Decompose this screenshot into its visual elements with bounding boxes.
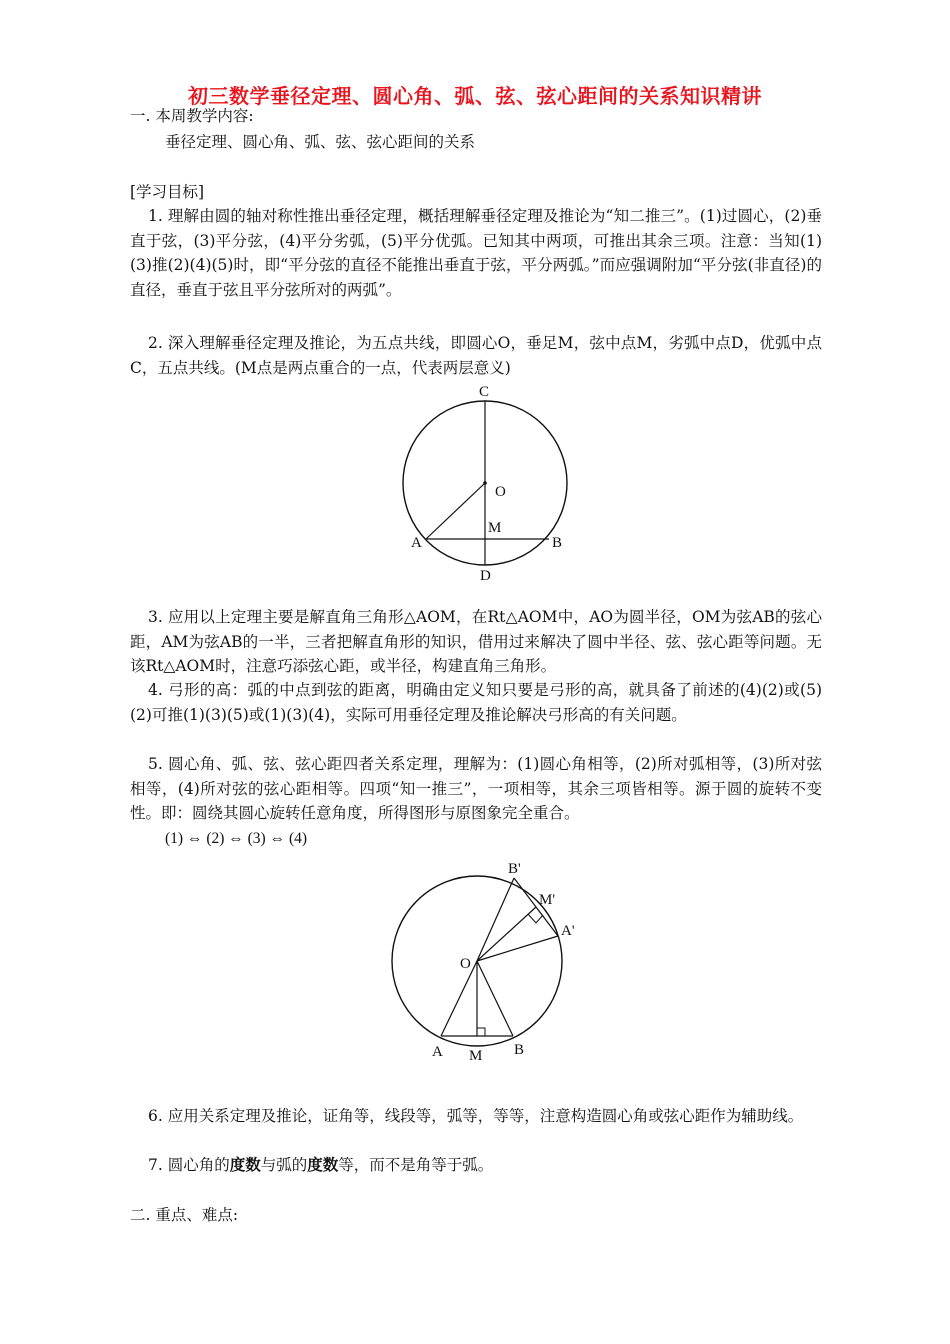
objective-7-bold-2: 度数 [307, 1155, 339, 1174]
distance-om1 [477, 907, 536, 961]
radius-oa [426, 483, 485, 539]
label-b-prime: B' [508, 861, 521, 877]
label-b: B [552, 535, 563, 551]
document-title: 初三数学垂径定理、圆心角、弧、弦、弦心距间的关系知识精讲 [188, 84, 762, 108]
label-b: B [514, 1042, 525, 1058]
figure-perpendicular-diameter [380, 376, 600, 586]
label-o: O [495, 484, 506, 500]
objective-1: 1. 理解由圆的轴对称性推出垂径定理，概括理解垂径定理及推论为“知二推三”。(1)过圆心，(2)垂直于弦，(3)平分弦，(4)平分劣弧，(5)平分优弧。已知其中两项，可推出其余三项。注意：当知(1)(3)推(2)(4)(5)时，即“平分弦的直径不能推出垂直于弦，平分两弧。”而应强调附加“平分弦(非直径)的直径，垂直于弦且平分弦所对的两弧”。 [130, 207, 822, 299]
equivalence-formula: (1) ⇔ (2) ⇔ (3) ⇔ (4) [165, 830, 308, 847]
radius-oa [441, 961, 477, 1036]
objective-4: 4. 弓形的高：弧的中点到弦的距离，明确由定义知只要是弓形的高，就具备了前述的(4)(2)或(5)(2)可推(1)(3)(5)或(1)(3)(4)，实际可用垂径定理及推论解决弓形高的有关问题。 [130, 681, 822, 724]
objective-7 [130, 1153, 822, 1178]
label-c: C [479, 384, 490, 400]
label-m-prime: M' [539, 892, 556, 908]
figure-rotation-invariance [380, 860, 600, 1070]
objective-7-mid: 与弧的 [260, 1156, 308, 1174]
label-o: O [460, 956, 471, 972]
label-a: A [411, 535, 422, 551]
label-m: M [469, 1048, 483, 1064]
label-a-prime: A' [561, 923, 575, 939]
section-2-heading: 二. 重点、难点: [130, 1206, 239, 1224]
objective-7-suffix: 等，而不是角等于弧。 [338, 1156, 494, 1174]
radius-oa1 [477, 936, 558, 961]
section-1-content: 垂径定理、圆心角、弧、弦、弦心距间的关系 [165, 133, 476, 151]
objective-5: 5. 圆心角、弧、弦、弦心距四者关系定理，理解为：(1)圆心角相等，(2)所对弧相等，(3)所对弦相等，(4)所对弦的弦心距相等。四项“知一推三”，一项相等，其余三项皆相等。源于圆的旋转不变性。即：圆绕其圆心旋转任意角度，所得图形与原图象完全重合。 [130, 755, 822, 822]
radius-ob1 [477, 878, 514, 961]
center-point [483, 481, 487, 485]
objective-2: 2. 深入理解垂径定理及推论，为五点共线，即圆心O，垂足M，弦中点M，劣弧中点D，优弧中点C，五点共线。(M点是两点重合的一点，代表两层意义) [130, 334, 822, 377]
radius-ob [477, 961, 513, 1036]
right-angle-mark-m [477, 1028, 485, 1036]
objective-6: 6. 应用关系定理及推论，证角等，线段等，弧等，等等，注意构造圆心角或弦心距作为辅助线。 [148, 1107, 804, 1125]
right-angle-mark-m1 [528, 914, 543, 923]
label-a: A [432, 1044, 443, 1060]
label-d: D [480, 568, 491, 584]
section-1-heading: 一. 本周教学内容: [130, 107, 254, 125]
label-m: M [488, 520, 502, 536]
objective-3: 3. 应用以上定理主要是解直角三角形△AOM，在Rt△AOM中，AO为圆半径，OM为弦AB的弦心距，AM为弦AB的一半，三者把解直角形的知识，借用过来解决了圆中半径、弦、弦心距等问题。无该Rt△AOM时，注意巧添弦心距，或半径，构建直角三角形。 [130, 608, 822, 675]
objective-7-bold-1: 度数 [229, 1155, 261, 1174]
objective-7-prefix: 7. 圆心角的 [148, 1156, 230, 1174]
objectives-heading: [学习目标] [130, 183, 205, 201]
